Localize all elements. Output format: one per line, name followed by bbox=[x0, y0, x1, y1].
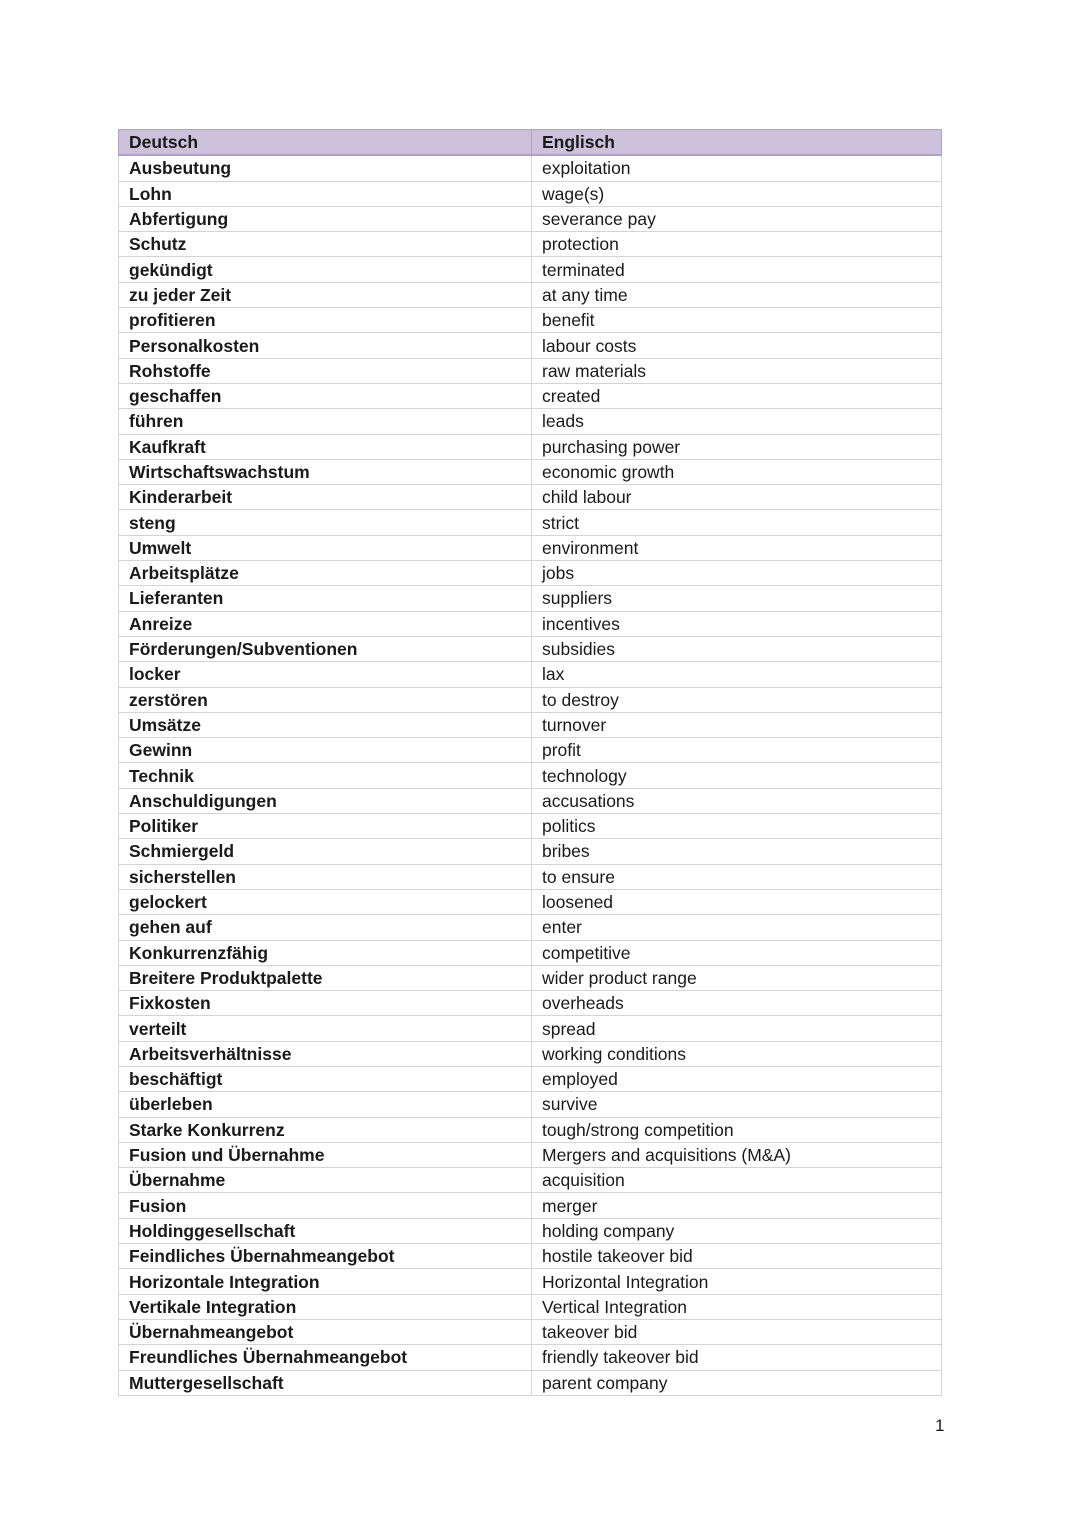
table-row bbox=[119, 1092, 942, 1117]
table-row bbox=[119, 257, 942, 282]
english-term: employed bbox=[532, 1066, 942, 1091]
german-term: zerstören bbox=[119, 687, 532, 712]
english-term: enter bbox=[532, 915, 942, 940]
german-term: Übernahmeangebot bbox=[119, 1319, 532, 1344]
english-term: hostile takeover bid bbox=[532, 1244, 942, 1269]
german-term: Anreize bbox=[119, 611, 532, 636]
german-term: Übernahme bbox=[119, 1168, 532, 1193]
table-row bbox=[119, 1319, 942, 1344]
german-term: gekündigt bbox=[119, 257, 532, 282]
english-term: working conditions bbox=[532, 1041, 942, 1066]
english-term: suppliers bbox=[532, 586, 942, 611]
english-term: competitive bbox=[532, 940, 942, 965]
table-row bbox=[119, 1193, 942, 1218]
english-term: terminated bbox=[532, 257, 942, 282]
english-term: bribes bbox=[532, 839, 942, 864]
english-term: environment bbox=[532, 535, 942, 560]
table-row bbox=[119, 586, 942, 611]
table-row bbox=[119, 712, 942, 737]
table-row bbox=[119, 940, 942, 965]
english-term: lax bbox=[532, 662, 942, 687]
english-term: to destroy bbox=[532, 687, 942, 712]
german-term: Umwelt bbox=[119, 535, 532, 560]
english-term: technology bbox=[532, 763, 942, 788]
english-term: Vertical Integration bbox=[532, 1294, 942, 1319]
german-term: Fixkosten bbox=[119, 991, 532, 1016]
english-term: overheads bbox=[532, 991, 942, 1016]
english-term: raw materials bbox=[532, 358, 942, 383]
english-term: merger bbox=[532, 1193, 942, 1218]
table-row bbox=[119, 1244, 942, 1269]
table-row bbox=[119, 864, 942, 889]
german-term: Ausbeutung bbox=[119, 155, 532, 181]
english-term: survive bbox=[532, 1092, 942, 1117]
table-row bbox=[119, 181, 942, 206]
english-term: holding company bbox=[532, 1218, 942, 1243]
column-header-englisch: Englisch bbox=[532, 130, 942, 156]
english-term: turnover bbox=[532, 712, 942, 737]
german-term: Förderungen/Subventionen bbox=[119, 636, 532, 661]
english-term: subsidies bbox=[532, 636, 942, 661]
english-term: economic growth bbox=[532, 459, 942, 484]
table-row bbox=[119, 510, 942, 535]
english-term: leads bbox=[532, 409, 942, 434]
german-term: Umsätze bbox=[119, 712, 532, 737]
german-term: überleben bbox=[119, 1092, 532, 1117]
page-number: 1 bbox=[935, 1416, 945, 1435]
table-row bbox=[119, 763, 942, 788]
german-term: Schmiergeld bbox=[119, 839, 532, 864]
english-term: spread bbox=[532, 1016, 942, 1041]
german-term: Technik bbox=[119, 763, 532, 788]
table-row bbox=[119, 839, 942, 864]
german-term: Schutz bbox=[119, 232, 532, 257]
table-row bbox=[119, 459, 942, 484]
english-term: created bbox=[532, 383, 942, 408]
german-term: Kinderarbeit bbox=[119, 485, 532, 510]
table-row bbox=[119, 561, 942, 586]
english-term: incentives bbox=[532, 611, 942, 636]
table-row bbox=[119, 687, 942, 712]
table-row bbox=[119, 1345, 942, 1370]
table-row bbox=[119, 611, 942, 636]
english-term: at any time bbox=[532, 282, 942, 307]
table-row bbox=[119, 1168, 942, 1193]
table-row bbox=[119, 788, 942, 813]
german-term: Horizontale Integration bbox=[119, 1269, 532, 1294]
german-term: Lohn bbox=[119, 181, 532, 206]
english-term: loosened bbox=[532, 889, 942, 914]
table-row bbox=[119, 1066, 942, 1091]
table-row bbox=[119, 1016, 942, 1041]
english-term: wage(s) bbox=[532, 181, 942, 206]
table-row bbox=[119, 965, 942, 990]
english-term: protection bbox=[532, 232, 942, 257]
german-term: Arbeitsplätze bbox=[119, 561, 532, 586]
german-term: steng bbox=[119, 510, 532, 535]
german-term: Lieferanten bbox=[119, 586, 532, 611]
english-term: wider product range bbox=[532, 965, 942, 990]
german-term: sicherstellen bbox=[119, 864, 532, 889]
english-term: benefit bbox=[532, 308, 942, 333]
table-row bbox=[119, 383, 942, 408]
table-row bbox=[119, 1294, 942, 1319]
table-row bbox=[119, 308, 942, 333]
english-term: purchasing power bbox=[532, 434, 942, 459]
english-term: jobs bbox=[532, 561, 942, 586]
table-row bbox=[119, 485, 942, 510]
german-term: Feindliches Übernahmeangebot bbox=[119, 1244, 532, 1269]
german-term: Kaufkraft bbox=[119, 434, 532, 459]
table-row bbox=[119, 814, 942, 839]
table-row bbox=[119, 1218, 942, 1243]
table-row bbox=[119, 1370, 942, 1395]
table-row bbox=[119, 1269, 942, 1294]
german-term: Fusion und Übernahme bbox=[119, 1142, 532, 1167]
table-row bbox=[119, 358, 942, 383]
table-row bbox=[119, 915, 942, 940]
english-term: friendly takeover bid bbox=[532, 1345, 942, 1370]
german-term: zu jeder Zeit bbox=[119, 282, 532, 307]
english-term: severance pay bbox=[532, 206, 942, 231]
english-term: acquisition bbox=[532, 1168, 942, 1193]
german-term: Rohstoffe bbox=[119, 358, 532, 383]
english-term: tough/strong competition bbox=[532, 1117, 942, 1142]
english-term: accusations bbox=[532, 788, 942, 813]
german-term: gehen auf bbox=[119, 915, 532, 940]
german-term: Gewinn bbox=[119, 738, 532, 763]
table-row bbox=[119, 738, 942, 763]
table-row bbox=[119, 409, 942, 434]
english-term: exploitation bbox=[532, 155, 942, 181]
german-term: Personalkosten bbox=[119, 333, 532, 358]
german-term: Anschuldigungen bbox=[119, 788, 532, 813]
vocabulary-table bbox=[118, 129, 942, 1396]
german-term: führen bbox=[119, 409, 532, 434]
german-term: beschäftigt bbox=[119, 1066, 532, 1091]
german-term: Konkurrenzfähig bbox=[119, 940, 532, 965]
german-term: Abfertigung bbox=[119, 206, 532, 231]
english-term: to ensure bbox=[532, 864, 942, 889]
table-row bbox=[119, 889, 942, 914]
table-row bbox=[119, 1117, 942, 1142]
table-header-row bbox=[119, 130, 942, 156]
english-term: politics bbox=[532, 814, 942, 839]
table-row bbox=[119, 155, 942, 181]
german-term: Starke Konkurrenz bbox=[119, 1117, 532, 1142]
german-term: geschaffen bbox=[119, 383, 532, 408]
german-term: Arbeitsverhältnisse bbox=[119, 1041, 532, 1066]
english-term: child labour bbox=[532, 485, 942, 510]
german-term: verteilt bbox=[119, 1016, 532, 1041]
german-term: Wirtschaftswachstum bbox=[119, 459, 532, 484]
table-row bbox=[119, 991, 942, 1016]
german-term: Politiker bbox=[119, 814, 532, 839]
german-term: Muttergesellschaft bbox=[119, 1370, 532, 1395]
table-row bbox=[119, 662, 942, 687]
english-term: strict bbox=[532, 510, 942, 535]
german-term: locker bbox=[119, 662, 532, 687]
table-row bbox=[119, 636, 942, 661]
german-term: Holdinggesellschaft bbox=[119, 1218, 532, 1243]
column-header-deutsch: Deutsch bbox=[119, 130, 532, 156]
german-term: Freundliches Übernahmeangebot bbox=[119, 1345, 532, 1370]
table-row bbox=[119, 232, 942, 257]
german-term: Fusion bbox=[119, 1193, 532, 1218]
table-row bbox=[119, 1142, 942, 1167]
english-term: profit bbox=[532, 738, 942, 763]
english-term: Mergers and acquisitions (M&A) bbox=[532, 1142, 942, 1167]
table-row bbox=[119, 333, 942, 358]
english-term: takeover bid bbox=[532, 1319, 942, 1344]
german-term: profitieren bbox=[119, 308, 532, 333]
table-row bbox=[119, 1041, 942, 1066]
table-row bbox=[119, 535, 942, 560]
english-term: labour costs bbox=[532, 333, 942, 358]
table-row bbox=[119, 282, 942, 307]
german-term: gelockert bbox=[119, 889, 532, 914]
table-row bbox=[119, 434, 942, 459]
table-body bbox=[119, 155, 942, 1395]
english-term: Horizontal Integration bbox=[532, 1269, 942, 1294]
german-term: Vertikale Integration bbox=[119, 1294, 532, 1319]
table-row bbox=[119, 206, 942, 231]
english-term: parent company bbox=[532, 1370, 942, 1395]
german-term: Breitere Produktpalette bbox=[119, 965, 532, 990]
